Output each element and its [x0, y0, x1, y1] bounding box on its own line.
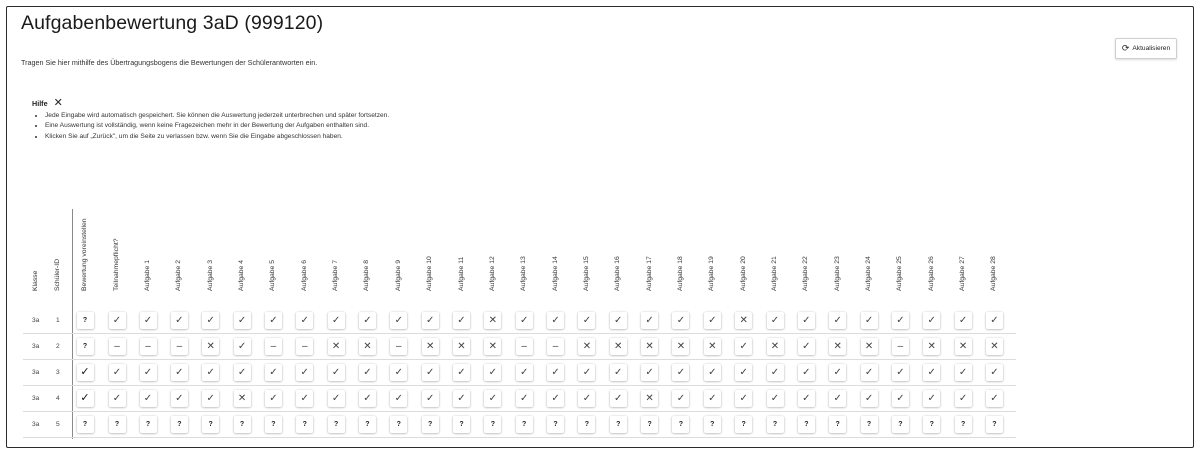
header-bewertung-voreinstellen: Bewertung voreinstellen: [81, 218, 88, 291]
header-aufgabe-8: Aufgabe 8: [363, 260, 371, 291]
header-teilnahmepflicht: Teilnahmepflicht?: [113, 238, 120, 291]
rating-unknown-button[interactable]: ?: [359, 416, 376, 433]
rating-unknown-button[interactable]: ?: [610, 416, 627, 433]
rating-unknown-button[interactable]: ?: [140, 416, 157, 433]
rating-cross-button[interactable]: ✕: [234, 390, 251, 407]
rating-unknown-button[interactable]: ?: [265, 416, 282, 433]
rating-check-button[interactable]: ✓: [390, 364, 407, 381]
rating-check-button[interactable]: ✓: [328, 390, 345, 407]
header-aufgabe-14: Aufgabe 14: [551, 256, 559, 291]
rating-check-button[interactable]: ✓: [516, 312, 533, 329]
rating-check-button[interactable]: ✓: [986, 364, 1003, 381]
rating-check-button[interactable]: ✓: [390, 312, 407, 329]
rating-cross-button[interactable]: ✕: [641, 338, 658, 355]
help-item: • Eine Auswertung ist vollständig, wenn keine Fragezeichen mehr in der Bewertung der Aufgaben enthalten sind.: [45, 121, 632, 131]
rating-check-button[interactable]: ✓: [829, 312, 846, 329]
rating-unknown-button[interactable]: ?: [484, 416, 501, 433]
header-aufgabe-7: Aufgabe 7: [332, 260, 340, 291]
rating-check-button[interactable]: ✓: [986, 312, 1003, 329]
rating-check-button[interactable]: ✓: [265, 390, 282, 407]
cell-schueler-id: 1: [56, 317, 60, 324]
rating-check-button[interactable]: ✓: [955, 312, 972, 329]
rating-check-button[interactable]: ✓: [735, 364, 752, 381]
rating-check-button[interactable]: ✓: [422, 390, 439, 407]
rating-check-button[interactable]: ✓: [767, 364, 784, 381]
table-row: [23, 386, 1016, 412]
rating-check-button[interactable]: ✓: [672, 364, 689, 381]
rating-check-button[interactable]: ✓: [516, 364, 533, 381]
rating-check-button[interactable]: ✓: [202, 312, 219, 329]
rating-check-button[interactable]: ✓: [610, 364, 627, 381]
rating-dash-button[interactable]: –: [265, 338, 282, 355]
rating-cross-button[interactable]: ✕: [359, 338, 376, 355]
rating-dash-button[interactable]: –: [516, 338, 533, 355]
participation-dash-button[interactable]: –: [109, 338, 126, 355]
rating-unknown-button[interactable]: ?: [861, 416, 878, 433]
rating-unknown-button[interactable]: ?: [578, 416, 595, 433]
rating-check-button[interactable]: ✓: [359, 390, 376, 407]
header-aufgabe-24: Aufgabe 24: [865, 256, 873, 291]
rating-check-button[interactable]: ✓: [704, 390, 721, 407]
rating-check-button[interactable]: ✓: [798, 312, 815, 329]
cell-klasse: 3a: [32, 369, 40, 376]
rating-dash-button[interactable]: –: [390, 338, 407, 355]
refresh-label: Aktualisieren: [1132, 45, 1171, 52]
rating-check-button[interactable]: ✓: [390, 390, 407, 407]
preset-unknown-button[interactable]: ?: [77, 416, 94, 433]
rating-unknown-button[interactable]: ?: [516, 416, 533, 433]
rating-cross-button[interactable]: ✕: [735, 312, 752, 329]
participation-unknown-button[interactable]: ?: [109, 416, 126, 433]
header-aufgabe-20: Aufgabe 20: [739, 256, 747, 291]
rating-check-button[interactable]: ✓: [484, 390, 501, 407]
rating-dash-button[interactable]: –: [547, 338, 564, 355]
cell-klasse: 3a: [32, 317, 40, 324]
header-aufgabe-21: Aufgabe 21: [771, 256, 778, 291]
header-aufgabe-15: Aufgabe 15: [582, 256, 590, 291]
header-aufgabe-6: Aufgabe 6: [300, 260, 308, 291]
rating-cross-button[interactable]: ✕: [767, 338, 784, 355]
rating-check-button[interactable]: ✓: [861, 390, 878, 407]
rating-unknown-button[interactable]: ?: [234, 416, 251, 433]
rating-unknown-button[interactable]: ?: [798, 416, 815, 433]
rating-cross-button[interactable]: ✕: [923, 338, 940, 355]
rating-cross-button[interactable]: ✕: [955, 338, 972, 355]
header-aufgabe-4: Aufgabe 4: [238, 260, 246, 291]
header-aufgabe-5: Aufgabe 5: [269, 260, 277, 291]
participation-check-button[interactable]: ✓: [109, 390, 126, 407]
table-row: [23, 308, 1016, 334]
header-aufgabe-23: Aufgabe 23: [833, 256, 841, 291]
rating-check-button[interactable]: ✓: [735, 338, 752, 355]
rating-unknown-button[interactable]: ?: [767, 416, 784, 433]
rating-cross-button[interactable]: ✕: [328, 338, 345, 355]
rating-dash-button[interactable]: –: [892, 338, 909, 355]
rating-unknown-button[interactable]: ?: [641, 416, 658, 433]
header-aufgabe-3: Aufgabe 3: [206, 260, 214, 291]
table-row: [23, 360, 1016, 386]
header-aufgabe-9: Aufgabe 9: [394, 260, 402, 291]
rating-cross-button[interactable]: ✕: [202, 338, 219, 355]
rating-check-button[interactable]: ✓: [955, 390, 972, 407]
rating-check-button[interactable]: ✓: [767, 312, 784, 329]
header-schueler-id: Schüler-ID: [54, 258, 61, 291]
rating-check-button[interactable]: ✓: [923, 312, 940, 329]
rating-check-button[interactable]: ✓: [923, 390, 940, 407]
preset-check-button[interactable]: ✓: [77, 364, 94, 381]
rating-check-button[interactable]: ✓: [704, 312, 721, 329]
rating-check-button[interactable]: ✓: [610, 390, 627, 407]
cell-schueler-id: 5: [56, 421, 60, 428]
rating-check-button[interactable]: ✓: [547, 312, 564, 329]
rating-check-button[interactable]: ✓: [234, 312, 251, 329]
rating-check-button[interactable]: ✓: [453, 390, 470, 407]
rating-check-button[interactable]: ✓: [892, 312, 909, 329]
rating-cross-button[interactable]: ✕: [484, 312, 501, 329]
rating-check-button[interactable]: ✓: [359, 312, 376, 329]
rating-cross-button[interactable]: ✕: [422, 338, 439, 355]
rating-check-button[interactable]: ✓: [672, 390, 689, 407]
cell-schueler-id: 3: [56, 369, 60, 376]
rating-check-button[interactable]: ✓: [861, 312, 878, 329]
rating-check-button[interactable]: ✓: [641, 364, 658, 381]
rating-check-button[interactable]: ✓: [641, 312, 658, 329]
rating-check-button[interactable]: ✓: [829, 390, 846, 407]
rating-check-button[interactable]: ✓: [672, 312, 689, 329]
header-aufgabe-26: Aufgabe 26: [927, 256, 935, 291]
preset-unknown-button[interactable]: ?: [77, 312, 94, 329]
refresh-button[interactable]: [1115, 38, 1177, 59]
rating-check-button[interactable]: ✓: [202, 390, 219, 407]
rating-unknown-button[interactable]: ?: [328, 416, 345, 433]
cell-klasse: 3a: [32, 395, 40, 402]
rating-check-button[interactable]: ✓: [453, 312, 470, 329]
participation-check-button[interactable]: ✓: [109, 364, 126, 381]
rating-check-button[interactable]: ✓: [798, 390, 815, 407]
rating-unknown-button[interactable]: ?: [672, 416, 689, 433]
header-aufgabe-18: Aufgabe 18: [676, 256, 684, 291]
rating-check-button[interactable]: ✓: [735, 390, 752, 407]
rating-check-button[interactable]: ✓: [140, 364, 157, 381]
rating-unknown-button[interactable]: ?: [923, 416, 940, 433]
header-aufgabe-27: Aufgabe 27: [959, 256, 967, 291]
refresh-icon: ⟳: [1121, 43, 1130, 53]
rating-unknown-button[interactable]: ?: [390, 416, 407, 433]
rating-check-button[interactable]: ✓: [578, 364, 595, 381]
rating-check-button[interactable]: ✓: [892, 390, 909, 407]
rating-check-button[interactable]: ✓: [547, 390, 564, 407]
rating-check-button[interactable]: ✓: [296, 390, 313, 407]
header-aufgabe-16: Aufgabe 16: [614, 256, 622, 291]
cell-klasse: 3a: [32, 421, 40, 428]
rating-check-button[interactable]: ✓: [798, 364, 815, 381]
rating-unknown-button[interactable]: ?: [986, 416, 1003, 433]
header-aufgabe-11: Aufgabe 11: [457, 256, 465, 291]
header-aufgabe-2: Aufgabe 2: [175, 260, 183, 291]
rating-cross-button[interactable]: ✕: [861, 338, 878, 355]
help-list: [32, 111, 632, 142]
table-row: [23, 412, 1016, 438]
page-title: Aufgabenbewertung 3aD (999120): [21, 12, 324, 34]
help-item: • Jede Eingabe wird automatisch gespeichert. Sie können die Auswertung jederzeit unterbrechen und später fortsetzen.: [45, 111, 632, 121]
rating-check-button[interactable]: ✓: [516, 390, 533, 407]
preset-unknown-button[interactable]: ?: [77, 338, 94, 355]
rating-dash-button[interactable]: –: [296, 338, 313, 355]
header-aufgabe-22: Aufgabe 22: [802, 256, 810, 291]
rating-check-button[interactable]: ✓: [296, 364, 313, 381]
rating-check-button[interactable]: ✓: [704, 364, 721, 381]
header-aufgabe-13: Aufgabe 13: [520, 256, 528, 291]
rating-check-button[interactable]: ✓: [547, 364, 564, 381]
rating-check-button[interactable]: ✓: [892, 364, 909, 381]
rating-check-button[interactable]: ✓: [171, 390, 188, 407]
rating-cross-button[interactable]: ✕: [672, 338, 689, 355]
rating-check-button[interactable]: ✓: [328, 312, 345, 329]
rating-unknown-button[interactable]: ?: [171, 416, 188, 433]
help-panel: [32, 98, 632, 142]
rating-check-button[interactable]: ✓: [234, 364, 251, 381]
rating-check-button[interactable]: ✓: [296, 312, 313, 329]
header-aufgabe-28: Aufgabe 28: [990, 256, 998, 291]
help-item: • Klicken Sie auf „Zurück", um die Seite zu verlassen bzw. wenn Sie die Eingabe abgeschlossen haben.: [45, 132, 632, 142]
preset-check-button[interactable]: ✓: [77, 390, 94, 407]
rating-check-button[interactable]: ✓: [234, 338, 251, 355]
header-aufgabe-25: Aufgabe 25: [896, 256, 904, 291]
rating-check-button[interactable]: ✓: [578, 390, 595, 407]
rating-check-button[interactable]: ✓: [202, 364, 219, 381]
help-heading: Hilfe: [32, 99, 48, 108]
rating-check-button[interactable]: ✓: [140, 312, 157, 329]
rating-check-button[interactable]: ✓: [767, 390, 784, 407]
rating-check-button[interactable]: ✓: [986, 390, 1003, 407]
cell-schueler-id: 4: [56, 395, 60, 402]
rating-check-button[interactable]: ✓: [453, 364, 470, 381]
header-aufgabe-10: Aufgabe 10: [426, 256, 434, 291]
rating-unknown-button[interactable]: ?: [704, 416, 721, 433]
rating-dash-button[interactable]: –: [140, 338, 157, 355]
rating-cross-button[interactable]: ✕: [484, 338, 501, 355]
rating-unknown-button[interactable]: ?: [735, 416, 752, 433]
rating-cross-button[interactable]: ✕: [578, 338, 595, 355]
rating-check-button[interactable]: ✓: [328, 364, 345, 381]
rating-cross-button[interactable]: ✕: [829, 338, 846, 355]
rating-check-button[interactable]: ✓: [484, 364, 501, 381]
rating-unknown-button[interactable]: ?: [202, 416, 219, 433]
rating-check-button[interactable]: ✓: [610, 312, 627, 329]
rating-check-button[interactable]: ✓: [955, 364, 972, 381]
participation-check-button[interactable]: ✓: [109, 312, 126, 329]
rating-unknown-button[interactable]: ?: [296, 416, 313, 433]
table-row: [23, 334, 1016, 360]
header-aufgabe-17: Aufgabe 17: [645, 256, 653, 291]
page-subtitle: Tragen Sie hier mithilfe des Übertragungsbogens die Bewertungen der Schülerantworten ein.: [21, 58, 318, 67]
rating-unknown-button[interactable]: ?: [453, 416, 470, 433]
rating-unknown-button[interactable]: ?: [829, 416, 846, 433]
rating-cross-button[interactable]: ✕: [453, 338, 470, 355]
header-aufgabe-12: Aufgabe 12: [488, 256, 496, 291]
cell-schueler-id: 2: [56, 343, 60, 350]
rating-unknown-button[interactable]: ?: [547, 416, 564, 433]
rating-check-button[interactable]: ✓: [578, 312, 595, 329]
rating-unknown-button[interactable]: ?: [422, 416, 439, 433]
rating-cross-button[interactable]: ✕: [704, 338, 721, 355]
header-klasse: Klasse: [32, 270, 39, 291]
rating-check-button[interactable]: ✓: [422, 364, 439, 381]
header-aufgabe-19: Aufgabe 19: [708, 256, 716, 291]
page-frame: [6, 6, 1194, 448]
rating-unknown-button[interactable]: ?: [892, 416, 909, 433]
rating-check-button[interactable]: ✓: [171, 364, 188, 381]
rating-cross-button[interactable]: ✕: [610, 338, 627, 355]
rating-check-button[interactable]: ✓: [798, 338, 815, 355]
rating-cross-button[interactable]: ✕: [641, 390, 658, 407]
rating-check-button[interactable]: ✓: [171, 312, 188, 329]
rating-check-button[interactable]: ✓: [265, 364, 282, 381]
rating-check-button[interactable]: ✓: [359, 364, 376, 381]
rating-check-button[interactable]: ✓: [265, 312, 282, 329]
rating-check-button[interactable]: ✓: [140, 390, 157, 407]
cell-klasse: 3a: [32, 343, 40, 350]
rating-unknown-button[interactable]: ?: [955, 416, 972, 433]
rating-check-button[interactable]: ✓: [923, 364, 940, 381]
rating-check-button[interactable]: ✓: [829, 364, 846, 381]
rating-dash-button[interactable]: –: [171, 338, 188, 355]
header-aufgabe-1: Aufgabe 1: [144, 260, 151, 291]
rating-cross-button[interactable]: ✕: [986, 338, 1003, 355]
rating-check-button[interactable]: ✓: [422, 312, 439, 329]
rating-check-button[interactable]: ✓: [861, 364, 878, 381]
close-icon[interactable]: ✕: [53, 97, 63, 109]
